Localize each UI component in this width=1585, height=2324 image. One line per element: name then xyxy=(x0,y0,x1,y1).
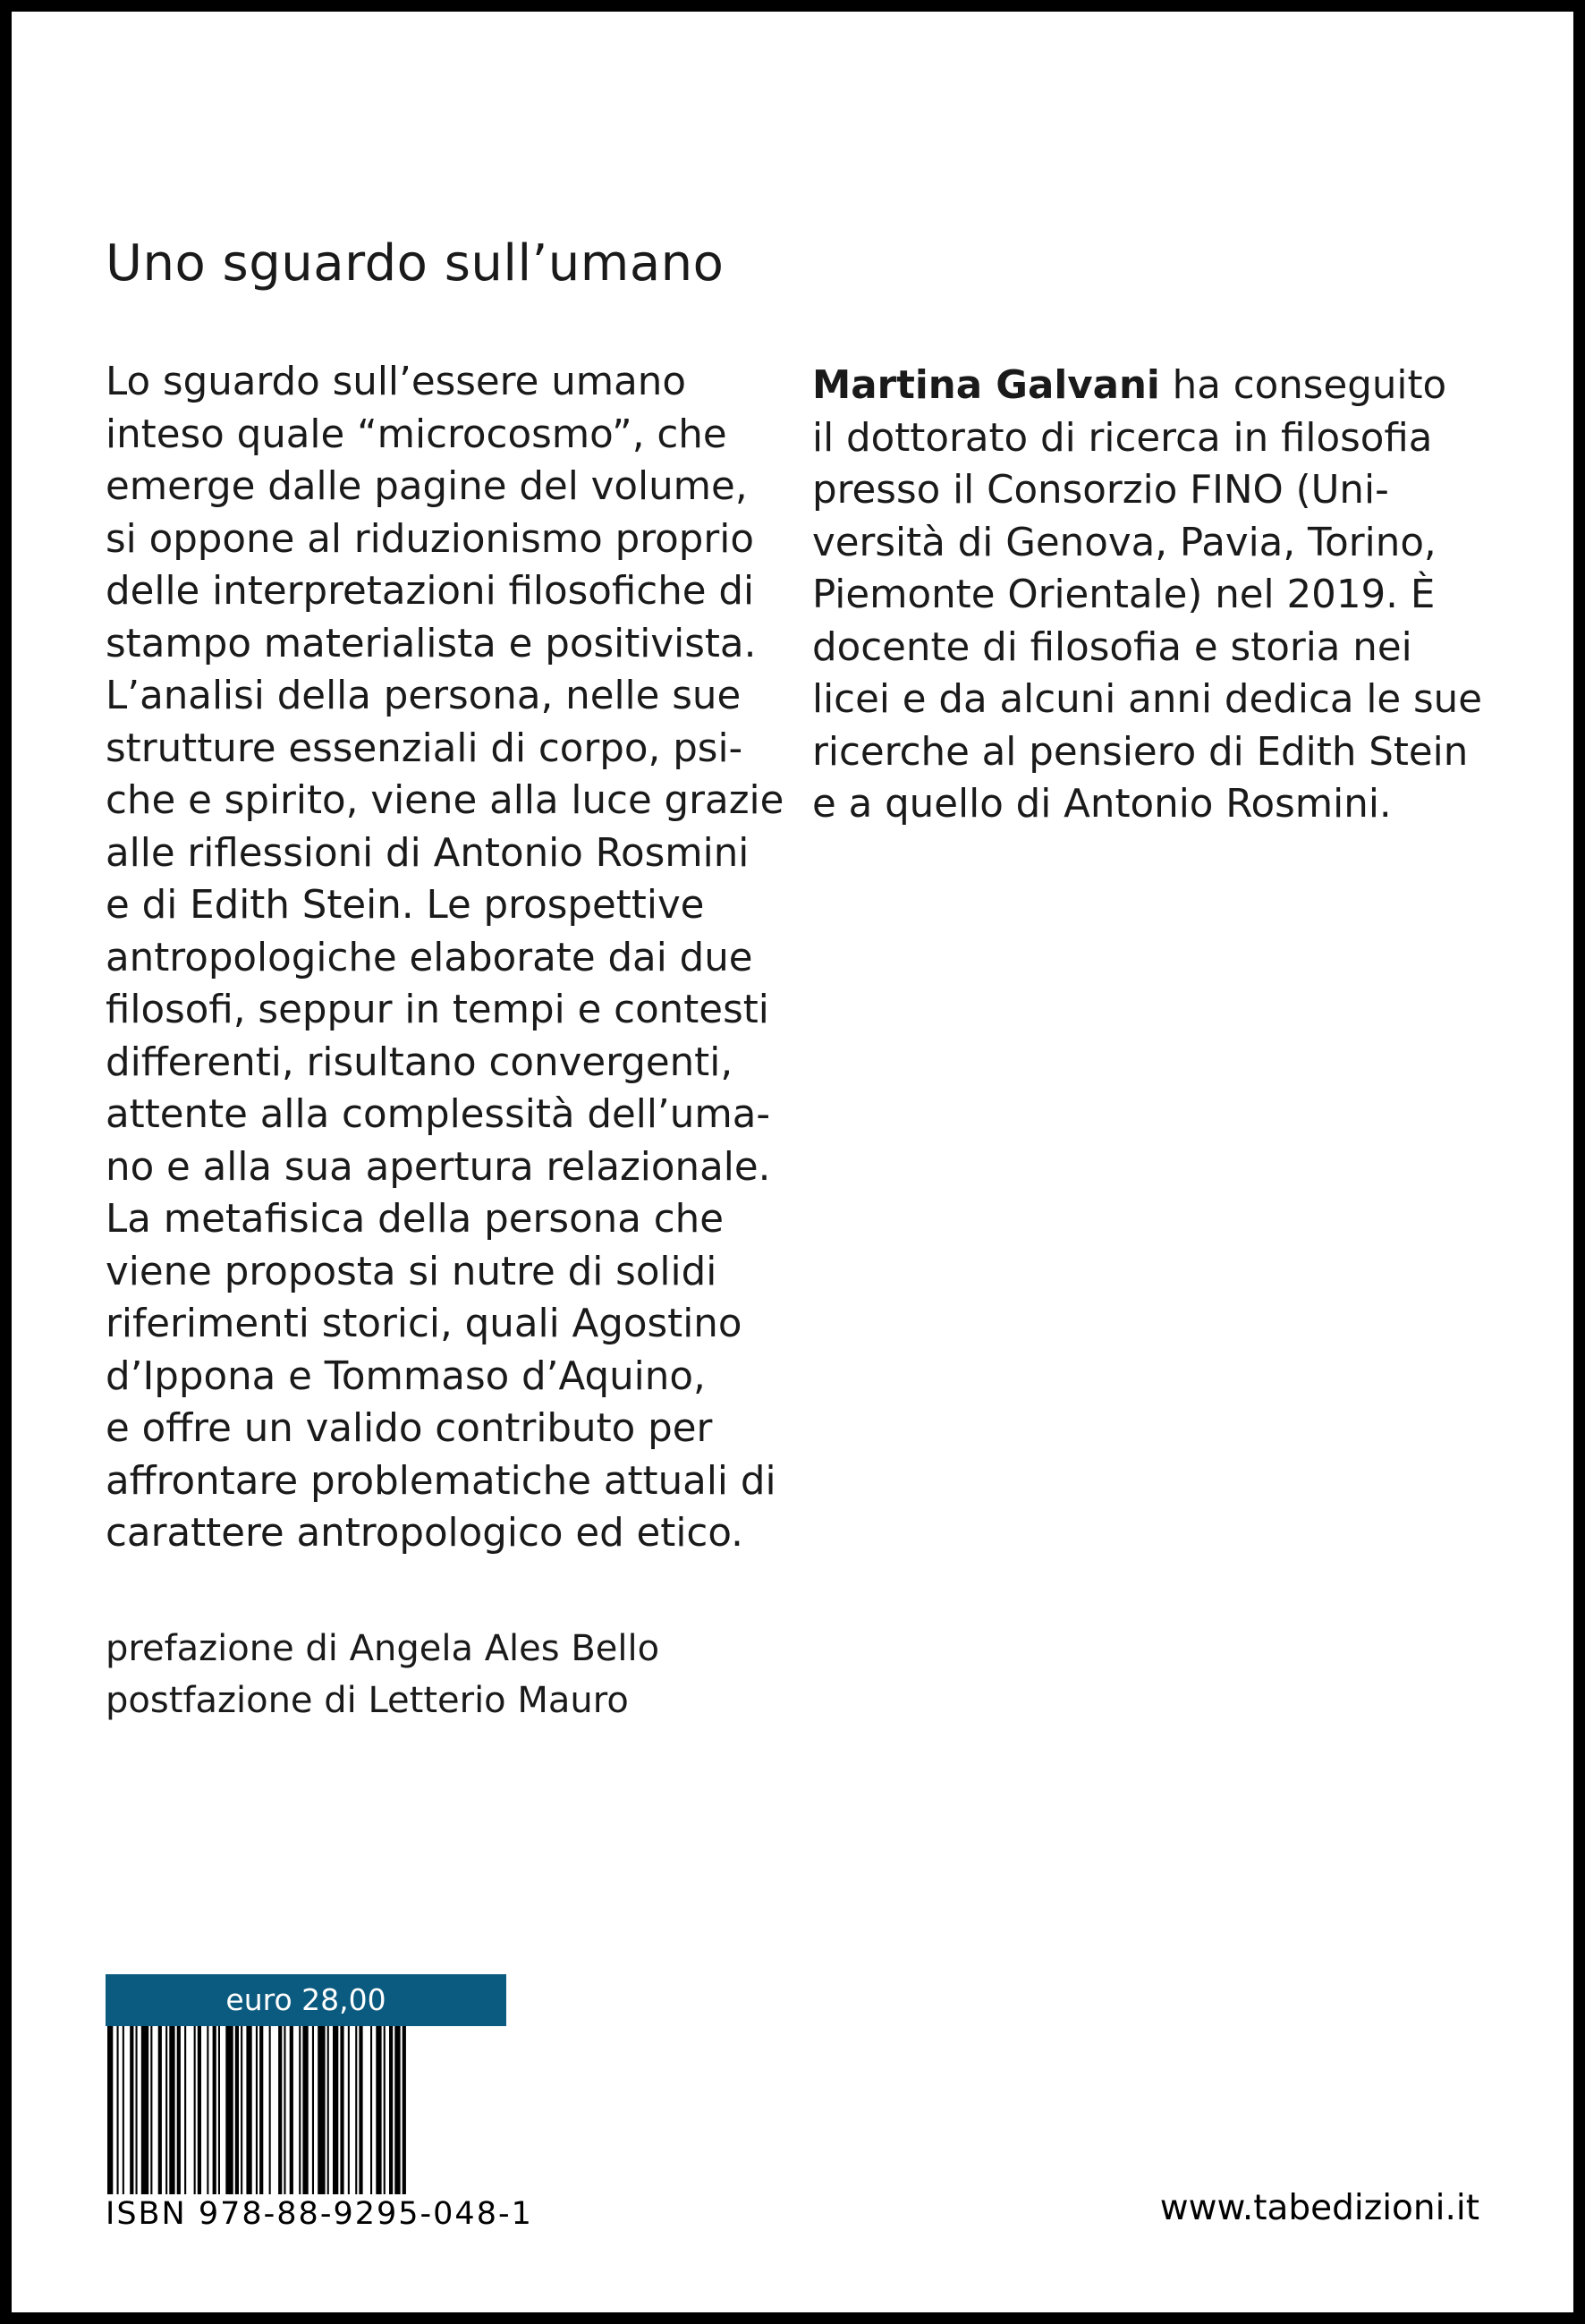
author-bio-line: il dottorato di ricerca in filosofia xyxy=(812,415,1433,461)
barcode-bar xyxy=(136,2026,138,2194)
author-bio-first-line-rest: ha conseguito xyxy=(1159,363,1447,408)
synopsis-line: e di Edith Stein. Le prospettive xyxy=(106,883,705,928)
barcode-bar xyxy=(370,2026,372,2194)
barcode-bar xyxy=(150,2026,152,2194)
synopsis xyxy=(106,356,785,1560)
synopsis-line: emerge dalle pagine del volume, xyxy=(106,464,748,509)
author-bio-line: versità di Genova, Pavia, Torino, xyxy=(812,520,1437,565)
synopsis-line: carattere antropologico ed etico. xyxy=(106,1511,744,1556)
barcode-bar xyxy=(107,2026,113,2194)
barcode-bar xyxy=(384,2026,386,2194)
barcode-bar xyxy=(278,2026,282,2194)
barcode-bar xyxy=(141,2026,148,2194)
publisher-website: www.tabedizioni.it xyxy=(1159,2188,1479,2228)
barcode-bar xyxy=(123,2026,124,2194)
barcode-bar xyxy=(269,2026,271,2194)
author-bio-line: e a quello di Antonio Rosmini. xyxy=(812,782,1392,827)
credits xyxy=(106,1623,659,1726)
barcode-bar xyxy=(318,2026,325,2194)
author-bio-line: Piemonte Orientale) nel 2019. È xyxy=(812,573,1436,617)
barcode-bar xyxy=(207,2026,208,2194)
barcode-bar xyxy=(235,2026,239,2194)
barcode-bar xyxy=(198,2026,201,2194)
synopsis-line: riferimenti storici, quali Agostino xyxy=(106,1302,742,1346)
barcode-bar xyxy=(394,2026,400,2194)
price-label: euro 28,00 xyxy=(106,1974,506,2026)
synopsis-line: delle interpretazioni filosofiche di xyxy=(106,569,755,614)
barcode-bar xyxy=(348,2026,350,2194)
barcode-bar xyxy=(259,2026,263,2194)
barcode-bar xyxy=(256,2026,258,2194)
book-title: Uno sguardo sull’umano xyxy=(106,234,725,293)
synopsis-line: alle riflessioni di Antonio Rosmini xyxy=(106,830,750,876)
preface-credit: prefazione di Angela Ales Bello xyxy=(106,1628,660,1669)
barcode-bar xyxy=(218,2026,220,2194)
synopsis-line: strutture essenziali di corpo, psi- xyxy=(106,725,743,771)
synopsis-line: differenti, risultano convergenti, xyxy=(106,1039,733,1085)
author-bio-line: licei e da alcuni anni dedica le sue xyxy=(812,677,1483,722)
synopsis-line: Lo sguardo sull’essere umano xyxy=(106,360,686,404)
author-bio-first-line xyxy=(812,360,1492,412)
barcode-bar xyxy=(241,2026,242,2194)
synopsis-line: e offre un valido contributo per xyxy=(106,1406,713,1451)
barcode-bar xyxy=(355,2026,357,2194)
barcode-bar xyxy=(130,2026,133,2194)
barcode-bar xyxy=(312,2026,314,2194)
barcode-bar xyxy=(169,2026,174,2194)
synopsis-line: filosofi, seppur in tempi e contesti xyxy=(106,988,769,1032)
barcode-bar xyxy=(158,2026,162,2194)
synopsis-line: inteso quale “microcosmo”, che xyxy=(106,411,727,457)
barcode-bar xyxy=(184,2026,186,2194)
author-name: Martina Galvani xyxy=(812,363,1160,408)
synopsis-line: che e spirito, viene alla luce grazie xyxy=(106,778,784,823)
synopsis-line: stampo materialista e positivista. xyxy=(106,621,757,666)
barcode-bar xyxy=(165,2026,167,2194)
author-bio xyxy=(812,360,1492,831)
synopsis-line: viene proposta si nutre di solidi xyxy=(106,1249,717,1294)
barcode-bar xyxy=(213,2026,216,2194)
barcode-bar xyxy=(290,2026,293,2194)
barcode-bar xyxy=(284,2026,285,2194)
synopsis-line: L’analisi della persona, nelle sue xyxy=(106,674,742,718)
barcode-bar xyxy=(340,2026,343,2194)
barcode-bar xyxy=(403,2026,406,2194)
barcode-bar xyxy=(299,2026,301,2194)
barcode-bar xyxy=(117,2026,119,2194)
afterword-credit: postfazione di Letterio Mauro xyxy=(106,1680,629,1721)
barcode xyxy=(106,2026,506,2194)
author-bio-line: docente di filosofia e storia nei xyxy=(812,624,1412,670)
author-bio-line: presso il Consorzio FINO (Uni- xyxy=(812,468,1389,513)
barcode-bar xyxy=(177,2026,181,2194)
barcode-bar xyxy=(194,2026,196,2194)
synopsis-line: attente alla complessità dell’uma- xyxy=(106,1092,771,1137)
barcode-bar xyxy=(376,2026,381,2194)
barcode-bar xyxy=(359,2026,362,2194)
barcode-bar xyxy=(246,2026,251,2194)
barcode-bar xyxy=(333,2026,338,2194)
synopsis-line: d’Ippona e Tommaso d’Aquino, xyxy=(106,1353,706,1399)
barcode-bar xyxy=(327,2026,329,2194)
barcode-bar xyxy=(389,2026,393,2194)
synopsis-line: no e alla sua apertura relazionale. xyxy=(106,1144,771,1190)
synopsis-line: si oppone al riduzionismo proprio xyxy=(106,516,754,562)
synopsis-line: affrontare problematiche attuali di xyxy=(106,1458,776,1504)
author-bio-line: ricerche al pensiero di Edith Stein xyxy=(812,729,1469,775)
synopsis-line: La metafisica della persona che xyxy=(106,1197,724,1242)
barcode-bar xyxy=(302,2026,308,2194)
isbn: ISBN 978-88-9295-048-1 xyxy=(106,2196,533,2232)
barcode-bar xyxy=(225,2026,233,2194)
synopsis-line: antropologiche elaborate dai due xyxy=(106,935,753,980)
